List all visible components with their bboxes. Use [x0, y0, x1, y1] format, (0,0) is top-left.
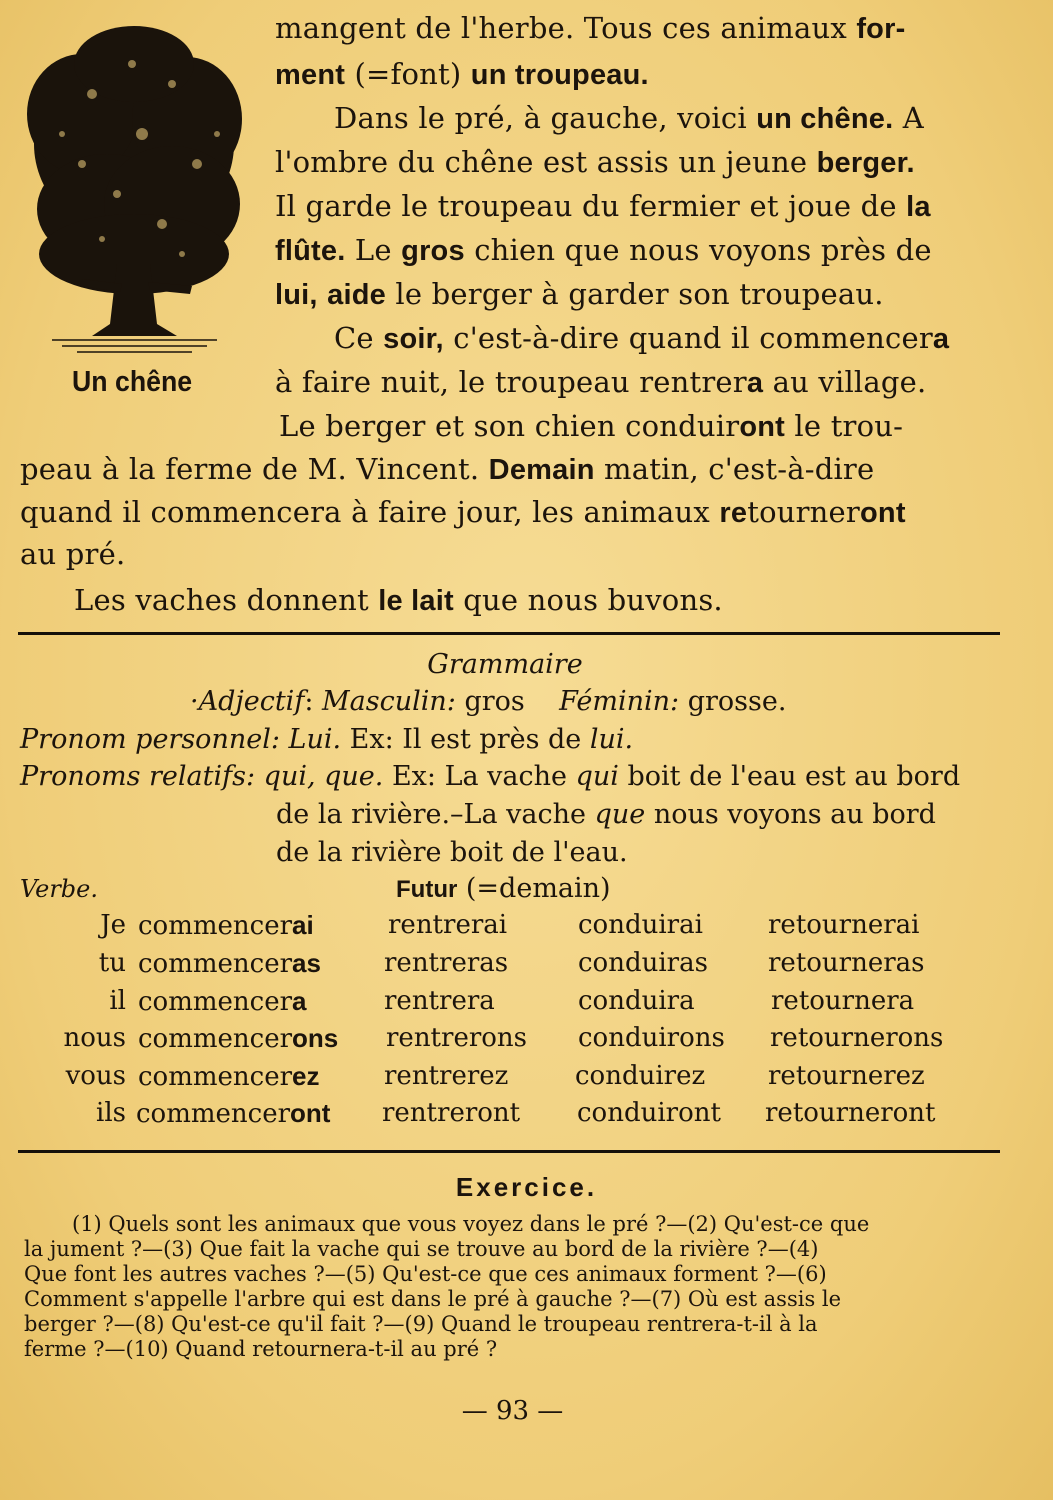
- pronoun: vous: [65, 1061, 126, 1091]
- verbe-label: Verbe.: [20, 875, 98, 903]
- verb-rentrer: rentrerez: [384, 1061, 509, 1091]
- verb-commencer: commencerez: [138, 1061, 320, 1092]
- page-number: — 93 —: [461, 1396, 564, 1426]
- verb-conduire: conduira: [578, 986, 695, 1016]
- reading-line-4: l'ombre du chêne est assis un jeune berger.: [275, 145, 915, 179]
- exercice-line-3: Que font les autres vaches ?—(5) Qu'est-ce que ces animaux forment ?—(6): [24, 1262, 827, 1286]
- grammaire-relatifs-line-3: de la rivière boit de l'eau.: [276, 837, 628, 868]
- grammaire-adjectif: ·Adjectif: Masculin: gros Féminin: grosse.: [190, 686, 787, 717]
- illustration-caption: Un chêne: [72, 366, 193, 398]
- reading-line-1: mangent de l'herbe. Tous ces animaux for-: [275, 11, 906, 45]
- exercice-line-1: (1) Quels sont les animaux que vous voyez dans le pré ?—(2) Qu'est-ce que: [72, 1212, 870, 1236]
- pronoun: ils: [96, 1098, 126, 1128]
- exercice-line-6: ferme ?—(10) Quand retournera-t-il au pré ?: [24, 1337, 498, 1361]
- verb-commencer: commencera: [138, 986, 307, 1017]
- pronoun: il: [109, 986, 126, 1016]
- reading-line-14: Les vaches donnent le lait que nous buvons.: [74, 583, 723, 617]
- pronoun: tu: [98, 948, 126, 978]
- verb-commencer: commencerai: [138, 910, 314, 941]
- reading-line-7: lui, aide le berger à garder son troupeau.: [275, 277, 884, 311]
- verb-conduire: conduirez: [575, 1061, 706, 1091]
- oak-tree-illustration: [22, 24, 247, 359]
- verb-rentrer: rentreras: [384, 948, 509, 978]
- verb-conduire: conduiras: [578, 948, 708, 978]
- exercice-title: Exercice.: [455, 1172, 598, 1202]
- section-divider: [18, 632, 1000, 635]
- verb-retourner: retournerons: [770, 1023, 944, 1053]
- reading-line-12: quand il commencera à faire jour, les animaux retourneront: [20, 495, 906, 529]
- grammaire-pronom-personnel: Pronom personnel: Lui. Ex: Il est près de lui.: [20, 724, 634, 755]
- reading-line-6: flûte. Le gros chien que nous voyons près de: [275, 233, 932, 267]
- reading-line-2: ment (=font) un troupeau.: [275, 57, 649, 91]
- reading-line-8: Ce soir, c'est-à-dire quand il commencera: [334, 321, 950, 355]
- verb-retourner: retournera: [771, 986, 915, 1016]
- reading-line-11: peau à la ferme de M. Vincent. Demain matin, c'est-à-dire: [20, 452, 875, 486]
- futur-heading: Futur (=demain): [396, 873, 611, 904]
- reading-line-3: Dans le pré, à gauche, voici un chêne. A: [334, 101, 924, 135]
- verb-retourner: retournerai: [768, 910, 920, 940]
- reading-line-5: Il garde le troupeau du fermier et joue de la: [275, 189, 931, 223]
- verb-commencer: commencerons: [138, 1023, 339, 1054]
- exercice-line-4: Comment s'appelle l'arbre qui est dans le pré à gauche ?—(7) Où est assis le: [24, 1287, 842, 1311]
- verb-commencer: commenceront: [136, 1098, 331, 1129]
- exercice-line-5: berger ?—(8) Qu'est-ce qu'il fait ?—(9) Quand le troupeau rentrera-t-il à la: [24, 1312, 818, 1336]
- grammaire-pronoms-relatifs: Pronoms relatifs: qui, que. Ex: La vache qui boit de l'eau est au bord: [20, 761, 961, 792]
- grammaire-title: Grammaire: [427, 649, 583, 680]
- verb-rentrer: rentrerai: [388, 910, 508, 940]
- reading-line-13: au pré.: [20, 537, 126, 571]
- verb-rentrer: rentrerons: [386, 1023, 527, 1053]
- verb-conduire: conduiront: [577, 1098, 721, 1128]
- verb-retourner: retournerez: [768, 1061, 925, 1091]
- grammaire-relatifs-line-2: de la rivière.–La vache que nous voyons au bord: [276, 799, 936, 830]
- reading-line-9: à faire nuit, le troupeau rentrera au village.: [275, 365, 927, 399]
- verb-commencer: commenceras: [138, 948, 321, 979]
- section-divider: [18, 1150, 1000, 1153]
- verb-conduire: conduirai: [578, 910, 703, 940]
- verb-retourner: retourneras: [768, 948, 925, 978]
- reading-line-10: Le berger et son chien conduiront le trou-: [279, 409, 904, 443]
- exercice-line-2: la jument ?—(3) Que fait la vache qui se trouve au bord de la rivière ?—(4): [24, 1237, 819, 1261]
- verb-rentrer: rentrera: [384, 986, 495, 1016]
- verb-retourner: retourneront: [765, 1098, 936, 1128]
- pronoun: Je: [100, 910, 126, 940]
- verb-conduire: conduirons: [578, 1023, 725, 1053]
- verb-rentrer: rentreront: [382, 1098, 521, 1128]
- pronoun: nous: [63, 1023, 126, 1053]
